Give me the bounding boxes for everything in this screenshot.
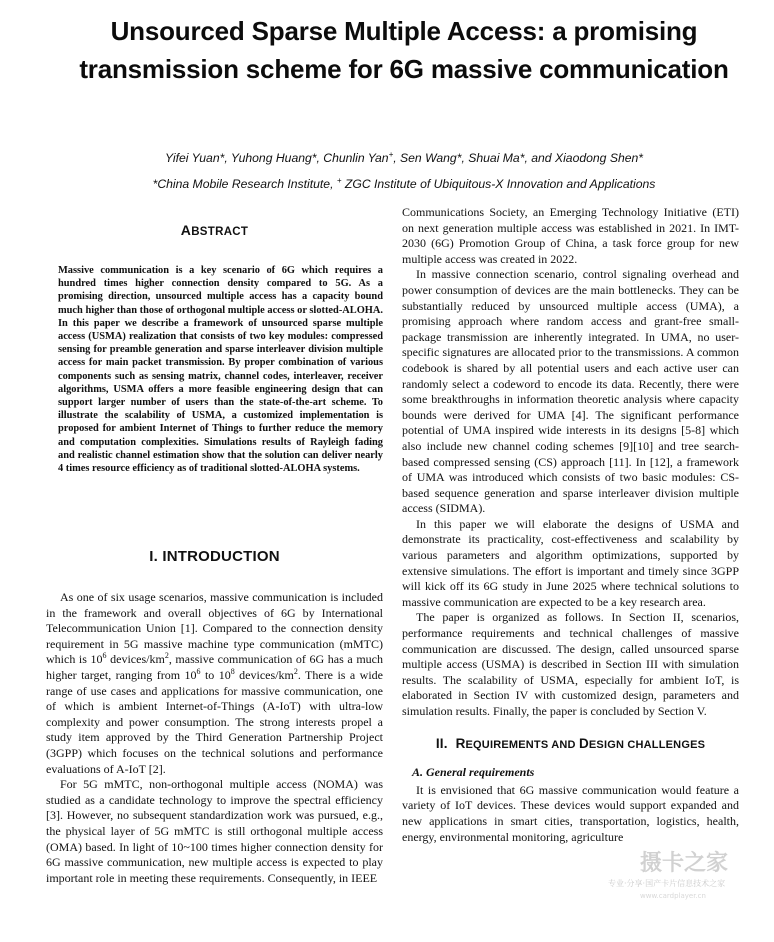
intro-paragraph-5: The paper is organized as follows. In Section II, scenarios, performance requirements and technical challenges of massive communication are discussed. The design, called unsourced sparse multiple access (USMA) is described in Section III with simulation results. The scalability of USMA, especially for ambient IoT, is elaborated in Section IV with customized design, parameters and simulation results. Finally, the paper is concluded by Section V. xyxy=(402,610,739,718)
section-heading-requirements: II. REQUIREMENTS AND DESIGN CHALLENGES xyxy=(435,735,706,751)
abstract-body xyxy=(58,264,383,475)
abstract-paragraph: Massive communication is a key scenario of 6G which requires a hundred times higher connection density compared to 5G. As a promising direction, unsourced multiple access has a capacity bound much higher than those of orthogonal multiple access or slotted-ALOHA. In this paper we describe a framework of unsourced sparse multiple access (USMA) realization that consists of two key modules: compressed sensing for preamble generation and sparse interleaver division multiple access for main packet transmission. By proper combination of various components such as sensing matrix, channel codes, interleaver, receiver algorithms, USMA offers a more feasible engineering design that can support larger number of users than the state-of-the-art scheme. To illustrate the scalability of USMA, a customized implementation is proposed for ambient Internet of Things to further reduce the memory and computation complexities. Simulations results of Rayleigh fading and realistic channel estimation show that the solution can deliver nearly 4 times resource efficiency as of traditional slotted-ALOHA systems. xyxy=(58,265,383,475)
affiliations: *China Mobile Research Institute, + ZGC Institute of Ubiquitous-X Innovation and Applications xyxy=(152,175,656,191)
intro-column-left xyxy=(46,590,383,886)
right-column xyxy=(402,205,739,845)
intro-paragraph-2-continued: Communications Society, an Emerging Technology Initiative (ETI) on next generation multiple access was established in 2021. In IMT-2030 (6G) Promotion Group of China, a task force group for new multiple access was created in 2022. xyxy=(402,205,739,266)
section-heading-introduction: I. INTRODUCTION xyxy=(149,548,280,565)
intro-paragraph-2: For 5G mMTC, non-orthogonal multiple access (NOMA) was studied as a candidate technology to improve the spectral efficiency [3]. However, no subsequent standardization work was pursued, e.g., the physical layer of 5G mMTC is still orthogonal multiple access (OMA) based. In light of 10~100 times higher connection density for 6G massive communication, new multiple access is expected to play important role in meeting these requirements. Consequently, in IEEE xyxy=(46,777,383,885)
watermark-sub-text: 专业·分享·国产卡片信息技术之家 xyxy=(608,879,726,888)
intro-paragraph-4: In this paper we will elaborate the designs of USMA and demonstrate its practicality, cost-effectiveness and scalability by various parameters and algorithm optimizations, supported by extensive simulations. The effort is important and timely since 3GPP will kick off its 6G study in June 2025 where technical solutions to massive communication are expected to be a key research area. xyxy=(402,516,739,609)
watermark-main-text: 摄卡之家 xyxy=(640,851,729,876)
watermark-url: www.cardplayer.cn xyxy=(640,892,706,900)
abstract-heading: ABSTRACT xyxy=(180,222,249,238)
watermark-logo xyxy=(600,840,770,900)
intro-paragraph-1: As one of six usage scenarios, massive communication is included in the framework and overall objectives of 6G by International Telecommunication Union [1]. Compared to the connection density requirement in 5G massive machine type communication (mMTC) which is $10^6$ devices/$km^2$, massive communication of 6G has a much higher target, ranging from $10^6$ to $10^8$ devices/$km^2$. There is a wide range of use cases and applications for massive communication, one of which is ambient Internet-of-Things (A-IoT) with ultra-low complexity and power consumption. The strong interests propel a study item approved by the Third Generation Partnership Project (3GPP) which focuses on the technical solutions and performance evaluations of A-IoT [2]. xyxy=(46,590,383,776)
author-names: Yifei Yuan*, Yuhong Huang*, Chunlin Yan+, Sen Wang*, Shuai Ma*, and Xiaodong Shen* xyxy=(164,149,644,165)
intro-paragraph-3: In massive connection scenario, control signaling overhead and power consumption of devices are the main bottlenecks. They can be substantially reduced by unsourced multiple access (UMA), a promising approach where random access and grant-free small-package transmission are inherently integrated. In UMA, no user-specific signatures are allocated prior to the transmissions. A common codebook is shared by all potential users and each active user can randomly select a codeword to encode its data. Recently, there were some breakthroughs in information theoretic analysis where capacity bounds were derived for UMA [4]. The significant performance potential of UMA inspired wide interests in its designs [5-8] which also include new channel coding schemes [9][10] and tree search-based compressed sensing (CS) approach [11]. In [12], a framework of UMA was introduced which consists of two basic modules: CS-based sequence generation and sparse interleaver division multiple access (SIDMA). xyxy=(402,267,739,516)
subsection-heading-general-requirements: A. General requirements xyxy=(412,765,535,780)
section2-paragraph-1: It is envisioned that 6G massive communication would feature a variety of IoT devices. These devices would support expanded and new applications in smart cities, transportation, logistics, health, energy, environmental monitoring, agriculture xyxy=(402,782,739,844)
author-list xyxy=(40,150,768,166)
paper-title: Unsourced Sparse Multiple Access: a promising transmission scheme for 6G massive communication xyxy=(79,16,729,84)
